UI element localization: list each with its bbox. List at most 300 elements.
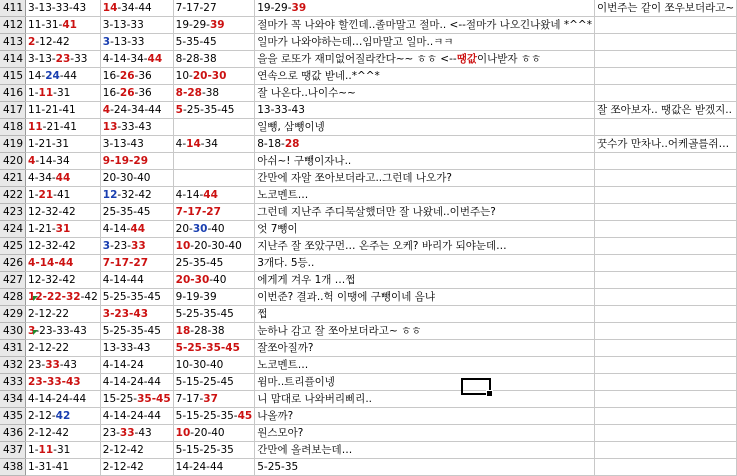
note-cell[interactable] [255,204,595,221]
cell-text: 2 [28,36,36,48]
number-cell[interactable] [173,374,255,391]
empty-cell[interactable] [594,323,736,340]
number-cell[interactable] [26,170,101,187]
cell-text: 5-25-35-45 [102,291,161,303]
cell-text: 23- [102,427,120,439]
empty-cell[interactable] [594,272,736,289]
table-row [0,153,737,170]
number-cell[interactable] [26,102,101,119]
note-cell[interactable] [255,153,595,170]
number-cell[interactable] [26,374,101,391]
number-cell[interactable] [100,204,173,221]
note-cell[interactable] [255,85,595,102]
number-cell[interactable] [100,170,173,187]
cell-text: 3-13-33-43 [28,2,87,14]
row-header[interactable]: 435 [0,408,26,425]
cell-text: 3-23-43 [102,308,149,320]
row-header[interactable]: 415 [0,68,26,85]
cell-text: 3 [102,36,111,48]
cell-text: 4-14-34- [102,53,148,65]
row-header[interactable]: 426 [0,255,26,272]
number-cell[interactable] [26,391,101,408]
fill-handle-icon[interactable] [486,390,493,397]
table-row [0,408,737,425]
cell-text: 이번주는 같이 쪼우보더라고~ [596,2,735,14]
row-header[interactable]: 432 [0,357,26,374]
cell-text: 에게게 겨우 1개 …쩝 [257,274,356,286]
cell-text: 19-29- [175,19,210,31]
note-cell[interactable] [255,170,595,187]
comment-indicator-icon [33,296,38,301]
cell-text: 24 [45,70,60,82]
number-cell[interactable] [100,17,173,34]
cell-text: 지난주 잘 쪼았구먼… 온주는 오케? 바리가 되야눈데… [257,240,507,252]
cell-text: 꿋수가 만차나..어케골를쥐… [596,138,730,150]
cell-text: 12-22-32 [28,291,81,303]
number-cell[interactable] [26,85,101,102]
number-cell[interactable] [26,153,101,170]
number-cell[interactable] [26,357,101,374]
number-cell[interactable] [173,85,255,102]
empty-cell[interactable] [594,221,736,238]
note-cell[interactable] [255,187,595,204]
empty-cell[interactable] [594,374,736,391]
note-cell[interactable] [255,391,595,408]
cell-text: 3 [102,240,111,252]
number-cell[interactable] [100,459,173,476]
number-cell[interactable] [100,272,173,289]
number-cell[interactable] [100,323,173,340]
number-cell[interactable] [173,255,255,272]
table-row [0,119,737,136]
number-cell[interactable] [100,85,173,102]
number-cell[interactable] [255,102,595,119]
cell-text: 23- [28,359,46,371]
cell-text: 37 [203,393,218,405]
note-cell[interactable] [255,306,595,323]
number-cell[interactable] [173,238,255,255]
cell-text: 45 [237,410,253,422]
cell-text: -36 [134,87,152,99]
number-cell[interactable] [100,289,173,306]
empty-cell[interactable] [594,391,736,408]
cell-text: -14-34 [35,155,70,167]
number-cell[interactable] [26,442,101,459]
cell-text: 3-13- [28,53,56,65]
cell-text: -36 [134,70,152,82]
number-cell[interactable] [173,0,255,17]
cell-text: 5-15-25-35 [175,444,234,456]
note-cell[interactable] [255,289,595,306]
empty-cell[interactable] [594,51,736,68]
number-cell[interactable] [100,136,173,153]
empty-cell[interactable] [594,255,736,272]
empty-cell[interactable] [594,153,736,170]
number-cell[interactable] [173,272,255,289]
row-header[interactable]: 436 [0,425,26,442]
table-row [0,391,737,408]
cell-text: 23 [55,53,71,65]
empty-cell[interactable] [594,119,736,136]
active-cell-selection[interactable] [461,378,491,395]
cell-text: 28 [284,138,300,150]
table-row [0,34,737,51]
cell-text: 1- [28,87,39,99]
cell-text: 12-32-42 [28,206,76,218]
cell-text: -31 [53,87,71,99]
number-cell[interactable] [173,119,255,136]
number-cell[interactable] [173,442,255,459]
cell-text: 13 [102,121,118,133]
note-cell[interactable] [255,340,595,357]
number-cell[interactable] [100,153,173,170]
cell-text: 1- [28,189,39,201]
cell-text: 연속으로 땡값 받네..*^^* [257,70,380,82]
number-cell[interactable] [173,170,255,187]
note-cell[interactable] [255,34,595,51]
number-cell[interactable] [100,0,173,17]
number-cell[interactable] [173,204,255,221]
table-row [0,272,737,289]
cell-text: 7-17-27 [175,206,221,218]
note-cell[interactable] [255,374,595,391]
cell-text: -32-42 [117,189,152,201]
cell-text: 8-28 [175,87,202,99]
table-row [0,102,737,119]
number-cell[interactable] [100,306,173,323]
number-cell[interactable] [26,136,101,153]
number-cell[interactable] [100,119,173,136]
cell-text: 4-14-24-44 [28,393,87,405]
cell-text: 13-33-43 [102,342,151,354]
number-cell[interactable] [100,391,173,408]
note-cell[interactable] [255,408,595,425]
note-cell[interactable] [255,51,595,68]
cell-text: 5-15-25-45 [175,376,234,388]
row-header[interactable]: 434 [0,391,26,408]
note-cell[interactable] [255,272,595,289]
cell-text: 10 [175,240,191,252]
note-cell[interactable] [594,0,736,17]
empty-cell[interactable] [594,357,736,374]
cell-text: 4-14- [102,223,131,235]
cell-text: -20-40 [190,427,225,439]
row-header[interactable]: 425 [0,238,26,255]
table-row [0,340,737,357]
table-row [0,255,737,272]
row-header[interactable]: 423 [0,204,26,221]
cell-text: 26 [119,87,135,99]
cell-text: -38 [201,87,220,99]
comment-indicator-icon [33,330,38,335]
cell-text: -28-38 [190,325,225,337]
cell-text: -34 [200,138,218,150]
empty-cell[interactable] [594,340,736,357]
cell-text: 2-12-42 [102,444,144,456]
empty-cell[interactable] [594,34,736,51]
cell-text: 44 [55,172,71,184]
cell-text: -23-33-43 [35,325,87,337]
cell-text: 눈하나 감고 잘 쪼아보더라고~ ㅎㅎ [257,325,422,337]
number-cell[interactable] [173,102,255,119]
cell-text: -34-44 [117,2,152,14]
cell-text: 3개다. 5등.. [257,257,315,269]
number-cell[interactable] [173,323,255,340]
note-cell[interactable] [255,323,595,340]
cell-text: 잘 쪼아보자.. 땡값은 받겠지.. [596,104,732,116]
row-header[interactable]: 412 [0,17,26,34]
cell-text: 12-32-42 [28,240,76,252]
row-header[interactable]: 416 [0,85,26,102]
cell-text: -43 [59,359,77,371]
cell-text: 20-30-40 [102,172,151,184]
number-cell[interactable] [100,187,173,204]
note-cell[interactable] [255,459,595,476]
number-cell[interactable] [100,34,173,51]
table-row [0,204,737,221]
empty-cell[interactable] [594,204,736,221]
number-cell[interactable] [173,289,255,306]
number-cell[interactable] [173,340,255,357]
cell-text: 13-33-43 [257,104,305,116]
row-header[interactable]: 430 [0,323,26,340]
cell-text: 노코멘트… [257,189,309,201]
row-header[interactable]: 421 [0,170,26,187]
row-header[interactable]: 433 [0,374,26,391]
note-cell[interactable] [594,102,736,119]
empty-cell[interactable] [594,289,736,306]
number-cell[interactable] [100,357,173,374]
cell-text: 16- [102,70,120,82]
number-cell[interactable] [26,204,101,221]
cell-text: -21-41 [42,121,77,133]
cell-text: 12-32-42 [28,274,76,286]
number-cell[interactable] [26,340,101,357]
empty-cell[interactable] [594,85,736,102]
table-row [0,170,737,187]
number-cell[interactable] [100,102,173,119]
number-cell[interactable] [26,408,101,425]
cell-text: -20-30-40 [190,240,242,252]
empty-cell[interactable] [594,238,736,255]
number-cell[interactable] [100,408,173,425]
cell-text: 2-12-42 [102,461,144,473]
number-cell[interactable] [26,306,101,323]
number-cell[interactable] [26,272,101,289]
note-cell[interactable] [255,17,595,34]
cell-text: -12-42 [35,36,70,48]
note-cell[interactable] [255,68,595,85]
empty-cell[interactable] [594,442,736,459]
table-row [0,238,737,255]
number-cell[interactable] [173,357,255,374]
cell-text: 8-18- [257,138,285,150]
cell-text: -41 [53,189,71,201]
empty-cell[interactable] [594,187,736,204]
cell-text: 5 [175,104,183,116]
number-cell[interactable] [255,136,595,153]
number-cell[interactable] [26,255,101,272]
number-cell[interactable] [100,425,173,442]
note-cell[interactable] [255,119,595,136]
note-cell[interactable] [594,136,736,153]
number-cell[interactable] [173,221,255,238]
row-header[interactable]: 424 [0,221,26,238]
empty-cell[interactable] [594,68,736,85]
empty-cell[interactable] [594,459,736,476]
number-cell[interactable] [26,459,101,476]
cell-text: 절마가 꼭 나와야 할낀데..졸마말고 절마.. <--절마가 나오긴나왔네 *^^* [257,19,592,31]
table-row [0,68,737,85]
number-cell[interactable] [100,374,173,391]
note-cell[interactable] [255,442,595,459]
number-cell[interactable] [173,459,255,476]
number-cell[interactable] [26,187,101,204]
note-cell[interactable] [255,425,595,442]
cell-text: 16- [102,87,120,99]
empty-cell[interactable] [594,170,736,187]
cell-text: 간만에 올려보는데… [257,444,353,456]
number-cell[interactable] [26,425,101,442]
row-header[interactable]: 428 [0,289,26,306]
cell-text: -33-43 [117,121,152,133]
row-header[interactable]: 438 [0,459,26,476]
number-cell[interactable] [100,221,173,238]
table-row [0,357,737,374]
number-cell[interactable] [26,34,101,51]
cell-text: -40 [207,223,225,235]
number-cell[interactable] [100,51,173,68]
cell-text: 일마가 나와야하는데…임마말고 일마..ㅋㅋ [257,36,454,48]
cell-text: 1-31-41 [28,461,70,473]
cell-text: 20-30 [175,274,210,286]
cell-text: 11-21-41 [28,104,76,116]
table-row [0,323,737,340]
number-cell[interactable] [173,68,255,85]
table-row [0,306,737,323]
cell-text: 7-17-27 [102,257,149,269]
cell-text: 간만에 자알 쪼아보더라고..그런데 나오가? [257,172,452,184]
empty-cell[interactable] [594,408,736,425]
cell-text: 14-24-44 [175,461,224,473]
number-cell[interactable] [173,34,255,51]
number-cell[interactable] [100,255,173,272]
cell-text: 10 [175,427,191,439]
number-cell[interactable] [173,187,255,204]
row-header[interactable]: 414 [0,51,26,68]
note-cell[interactable] [255,255,595,272]
cell-text: 4-14-24 [102,359,144,371]
cell-text: 2-12- [28,410,56,422]
row-header[interactable]: 427 [0,272,26,289]
number-cell[interactable] [173,306,255,323]
table-row [0,425,737,442]
number-cell[interactable] [173,153,255,170]
cell-text: 33 [131,240,146,252]
number-cell[interactable] [26,0,101,17]
cell-text: 33 [119,427,135,439]
number-cell[interactable] [255,0,595,17]
note-cell[interactable] [255,221,595,238]
cell-text: 44 [203,189,218,201]
cell-text: 3-13-33 [102,19,144,31]
number-cell[interactable] [173,391,255,408]
table-row [0,0,737,17]
row-header[interactable]: 431 [0,340,26,357]
cell-text: 나올까? [257,410,294,422]
empty-cell[interactable] [594,306,736,323]
row-header[interactable]: 413 [0,34,26,51]
row-header[interactable]: 419 [0,136,26,153]
row-header[interactable]: 422 [0,187,26,204]
number-cell[interactable] [26,51,101,68]
cell-text: 23-33-43 [28,376,81,388]
cell-text: 4-14-44 [28,257,74,269]
number-cell[interactable] [173,136,255,153]
cell-text: 4-34- [28,172,56,184]
number-cell[interactable] [26,119,101,136]
cell-text: 쩝 [257,308,268,320]
number-cell[interactable] [26,221,101,238]
row-header[interactable]: 418 [0,119,26,136]
cell-text: 4-14-44 [102,274,144,286]
cell-text: 10- [175,70,193,82]
cell-text: 30 [192,223,208,235]
number-cell[interactable] [173,425,255,442]
cell-text: -44 [59,70,77,82]
number-cell[interactable] [26,68,101,85]
cell-text: 노코멘트… [257,359,309,371]
cell-text: 4 [102,104,111,116]
cell-text: 9-19-39 [175,291,217,303]
cell-text: 1- [28,444,39,456]
cell-text: 그런데 지난주 주디묵살했더만 잘 나왔네..이번주는? [257,206,496,218]
row-header[interactable]: 437 [0,442,26,459]
row-header[interactable]: 417 [0,102,26,119]
row-header[interactable]: 429 [0,306,26,323]
cell-text: 14 [186,138,201,150]
cell-text: 잘 나온다..나이수~~ [257,87,356,99]
cell-text: 2-12-22 [28,308,70,320]
number-cell[interactable] [100,442,173,459]
cell-text: -43 [134,427,152,439]
number-cell[interactable] [100,238,173,255]
empty-cell[interactable] [594,17,736,34]
cell-text: 4-14-24-44 [102,410,161,422]
number-cell[interactable] [173,408,255,425]
table-row [0,136,737,153]
table-row [0,289,737,306]
empty-cell[interactable] [594,425,736,442]
cell-text: -13-33 [110,36,145,48]
number-cell[interactable] [100,340,173,357]
number-cell[interactable] [173,51,255,68]
cell-text: 39 [209,19,225,31]
number-cell[interactable] [173,17,255,34]
note-cell[interactable] [255,357,595,374]
cell-text: 26 [119,70,135,82]
cell-text: 3-13-43 [102,138,144,150]
number-cell[interactable] [26,17,101,34]
number-cell[interactable] [100,68,173,85]
row-header[interactable]: 420 [0,153,26,170]
number-cell[interactable] [26,238,101,255]
cell-text: 5-25-35-45 [175,308,234,320]
row-header[interactable]: 411 [0,0,26,17]
cell-text: 39 [291,2,307,14]
table-row [0,221,737,238]
note-cell[interactable] [255,238,595,255]
